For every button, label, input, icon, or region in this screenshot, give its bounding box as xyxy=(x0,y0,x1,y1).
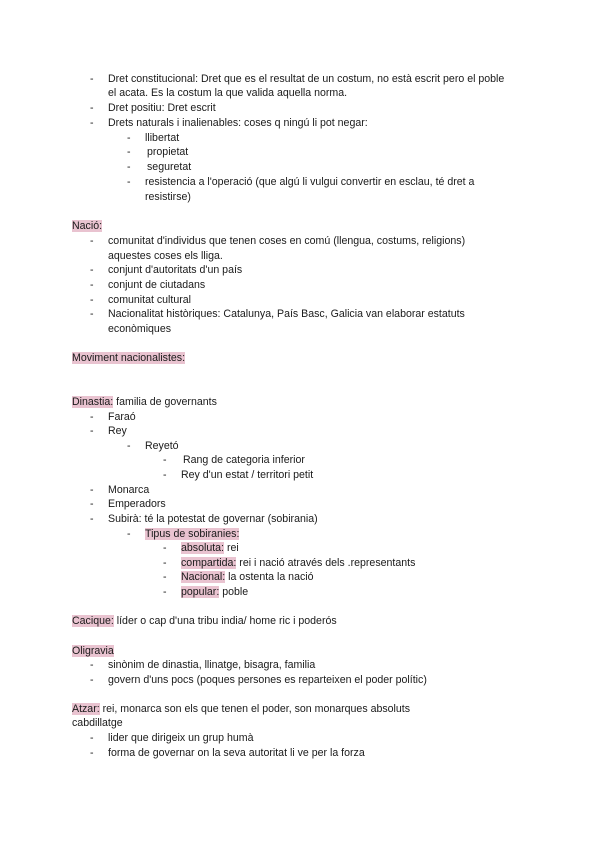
bullet-dash: - xyxy=(90,425,94,437)
bullet-dash: - xyxy=(127,176,131,188)
line-text: rei i nació através dels .representants xyxy=(236,557,416,569)
bullet-dash: - xyxy=(127,146,131,158)
text-line xyxy=(108,322,171,336)
bullet-dash: - xyxy=(90,264,94,276)
bullet-dash: - xyxy=(90,235,94,247)
text-line xyxy=(108,483,149,497)
highlighted-term: Dinastia: xyxy=(72,396,114,408)
highlighted-term: Atzar: xyxy=(72,703,100,715)
line-text: govern d'uns pocs (poques persones es reparteixen el poder polític) xyxy=(108,674,427,686)
text-line xyxy=(181,541,239,555)
line-text: llibertat xyxy=(145,132,180,144)
bullet-dash: - xyxy=(163,586,167,598)
text-line xyxy=(145,131,179,145)
line-text: el acata. Es la costum la que valida aquella norma. xyxy=(108,87,348,99)
line-text: propietat xyxy=(147,146,189,158)
text-line xyxy=(108,293,191,307)
line-text: resistirse) xyxy=(145,191,191,203)
highlighted-term: absoluta: xyxy=(181,542,224,554)
line-text: aquestes coses els lliga. xyxy=(108,250,223,262)
text-line xyxy=(108,72,504,86)
text-line xyxy=(108,307,465,321)
line-text: Dret positiu: Dret escrit xyxy=(108,102,216,114)
bullet-dash: - xyxy=(127,132,131,144)
bullet-dash: - xyxy=(163,542,167,554)
line-text: Monarca xyxy=(108,484,150,496)
text-line xyxy=(72,614,337,628)
bullet-dash: - xyxy=(90,659,94,671)
line-text: Reyetó xyxy=(145,440,179,452)
highlighted-term: Cacique: xyxy=(72,615,114,627)
line-text: rei, monarca son els que tenen el poder, son monarques absoluts xyxy=(99,703,411,715)
text-line xyxy=(147,145,188,159)
text-line xyxy=(181,556,415,570)
text-line xyxy=(145,190,191,204)
bullet-dash: - xyxy=(163,557,167,569)
highlighted-term: Moviment nacionalistes: xyxy=(72,352,186,364)
text-line xyxy=(108,116,368,130)
line-text: comunitat cultural xyxy=(108,294,192,306)
line-text: comunitat d'individus que tenen coses en comú (llengua, costums, religions) xyxy=(108,235,466,247)
line-text: Rey d'un estat / territori petit xyxy=(181,469,314,481)
text-line xyxy=(72,395,217,409)
text-line xyxy=(147,160,191,174)
bullet-dash: - xyxy=(90,117,94,129)
line-text: Rey xyxy=(108,425,127,437)
text-line xyxy=(108,746,365,760)
bullet-dash: - xyxy=(163,469,167,481)
text-line xyxy=(145,175,474,189)
bullet-dash: - xyxy=(127,440,131,452)
bullet-dash: - xyxy=(90,498,94,510)
line-text: Rang de categoria inferior xyxy=(183,454,305,466)
text-line xyxy=(108,512,318,526)
text-line xyxy=(72,702,410,716)
text-line xyxy=(181,585,248,599)
highlighted-term: popular: xyxy=(181,586,220,598)
text-line xyxy=(108,731,253,745)
bullet-dash: - xyxy=(90,308,94,320)
text-line xyxy=(72,219,102,233)
highlighted-term: Nació: xyxy=(72,220,103,232)
bullet-dash: - xyxy=(90,732,94,744)
line-text: resistencia a l'operació (que algú li vulgui convertir en esclau, té dret a xyxy=(145,176,475,188)
line-text: la ostenta la nació xyxy=(225,571,314,583)
line-text: Drets naturals i inalienables: coses q ningú li pot negar: xyxy=(108,117,368,129)
bullet-dash: - xyxy=(163,571,167,583)
line-text: cabdillatge xyxy=(72,717,123,729)
line-text: familia de governants xyxy=(113,396,217,408)
line-text: Nacionalitat històriques: Catalunya, País Basc, Galicia van elaborar estatuts xyxy=(108,308,465,320)
text-line xyxy=(108,249,223,263)
bullet-dash: - xyxy=(127,528,131,540)
line-text: Faraó xyxy=(108,411,136,423)
bullet-dash: - xyxy=(90,411,94,423)
text-line xyxy=(108,424,127,438)
line-text: Subirà: té la potestat de governar (sobirania) xyxy=(108,513,318,525)
text-line xyxy=(145,439,179,453)
text-line xyxy=(108,278,205,292)
line-text: líder o cap d'una tribu india/ home ric i poderós xyxy=(113,615,337,627)
line-text: conjunt de ciutadans xyxy=(108,279,206,291)
line-text: lider que dirigeix un grup humà xyxy=(108,732,254,744)
line-text: sinònim de dinastia, llinatge, bisagra, familia xyxy=(108,659,316,671)
bullet-dash: - xyxy=(90,674,94,686)
text-line xyxy=(108,263,242,277)
bullet-dash: - xyxy=(90,513,94,525)
text-line xyxy=(108,658,315,672)
text-line xyxy=(108,673,427,687)
text-line xyxy=(72,351,185,365)
bullet-dash: - xyxy=(90,484,94,496)
line-text: forma de governar on la seva autoritat li ve per la forza xyxy=(108,747,365,759)
text-line xyxy=(183,453,305,467)
line-text: Dret constitucional: Dret que es el resultat de un costum, no està escrit pero el poble xyxy=(108,73,505,85)
text-line xyxy=(72,644,114,658)
highlighted-term: Tipus de sobiranies: xyxy=(145,528,240,540)
line-text: poble xyxy=(219,586,249,598)
bullet-dash: - xyxy=(90,747,94,759)
text-line xyxy=(181,570,314,584)
bullet-dash: - xyxy=(163,454,167,466)
bullet-dash: - xyxy=(90,279,94,291)
line-text: seguretat xyxy=(147,161,192,173)
bullet-dash: - xyxy=(90,294,94,306)
bullet-dash: - xyxy=(90,73,94,85)
line-text: econòmiques xyxy=(108,323,172,335)
highlighted-term: Oligravia xyxy=(72,645,114,657)
text-line xyxy=(108,234,465,248)
bullet-dash: - xyxy=(127,161,131,173)
text-line xyxy=(72,716,123,730)
text-line xyxy=(181,468,313,482)
line-text: rei xyxy=(224,542,239,554)
text-line xyxy=(108,101,216,115)
text-line xyxy=(108,410,136,424)
text-line xyxy=(108,86,347,100)
bullet-dash: - xyxy=(90,102,94,114)
highlighted-term: Nacional: xyxy=(181,571,226,583)
line-text: Emperadors xyxy=(108,498,166,510)
line-text: conjunt d'autoritats d'un país xyxy=(108,264,243,276)
highlighted-term: compartida: xyxy=(181,557,237,569)
text-line xyxy=(108,497,166,511)
text-line xyxy=(145,527,239,541)
